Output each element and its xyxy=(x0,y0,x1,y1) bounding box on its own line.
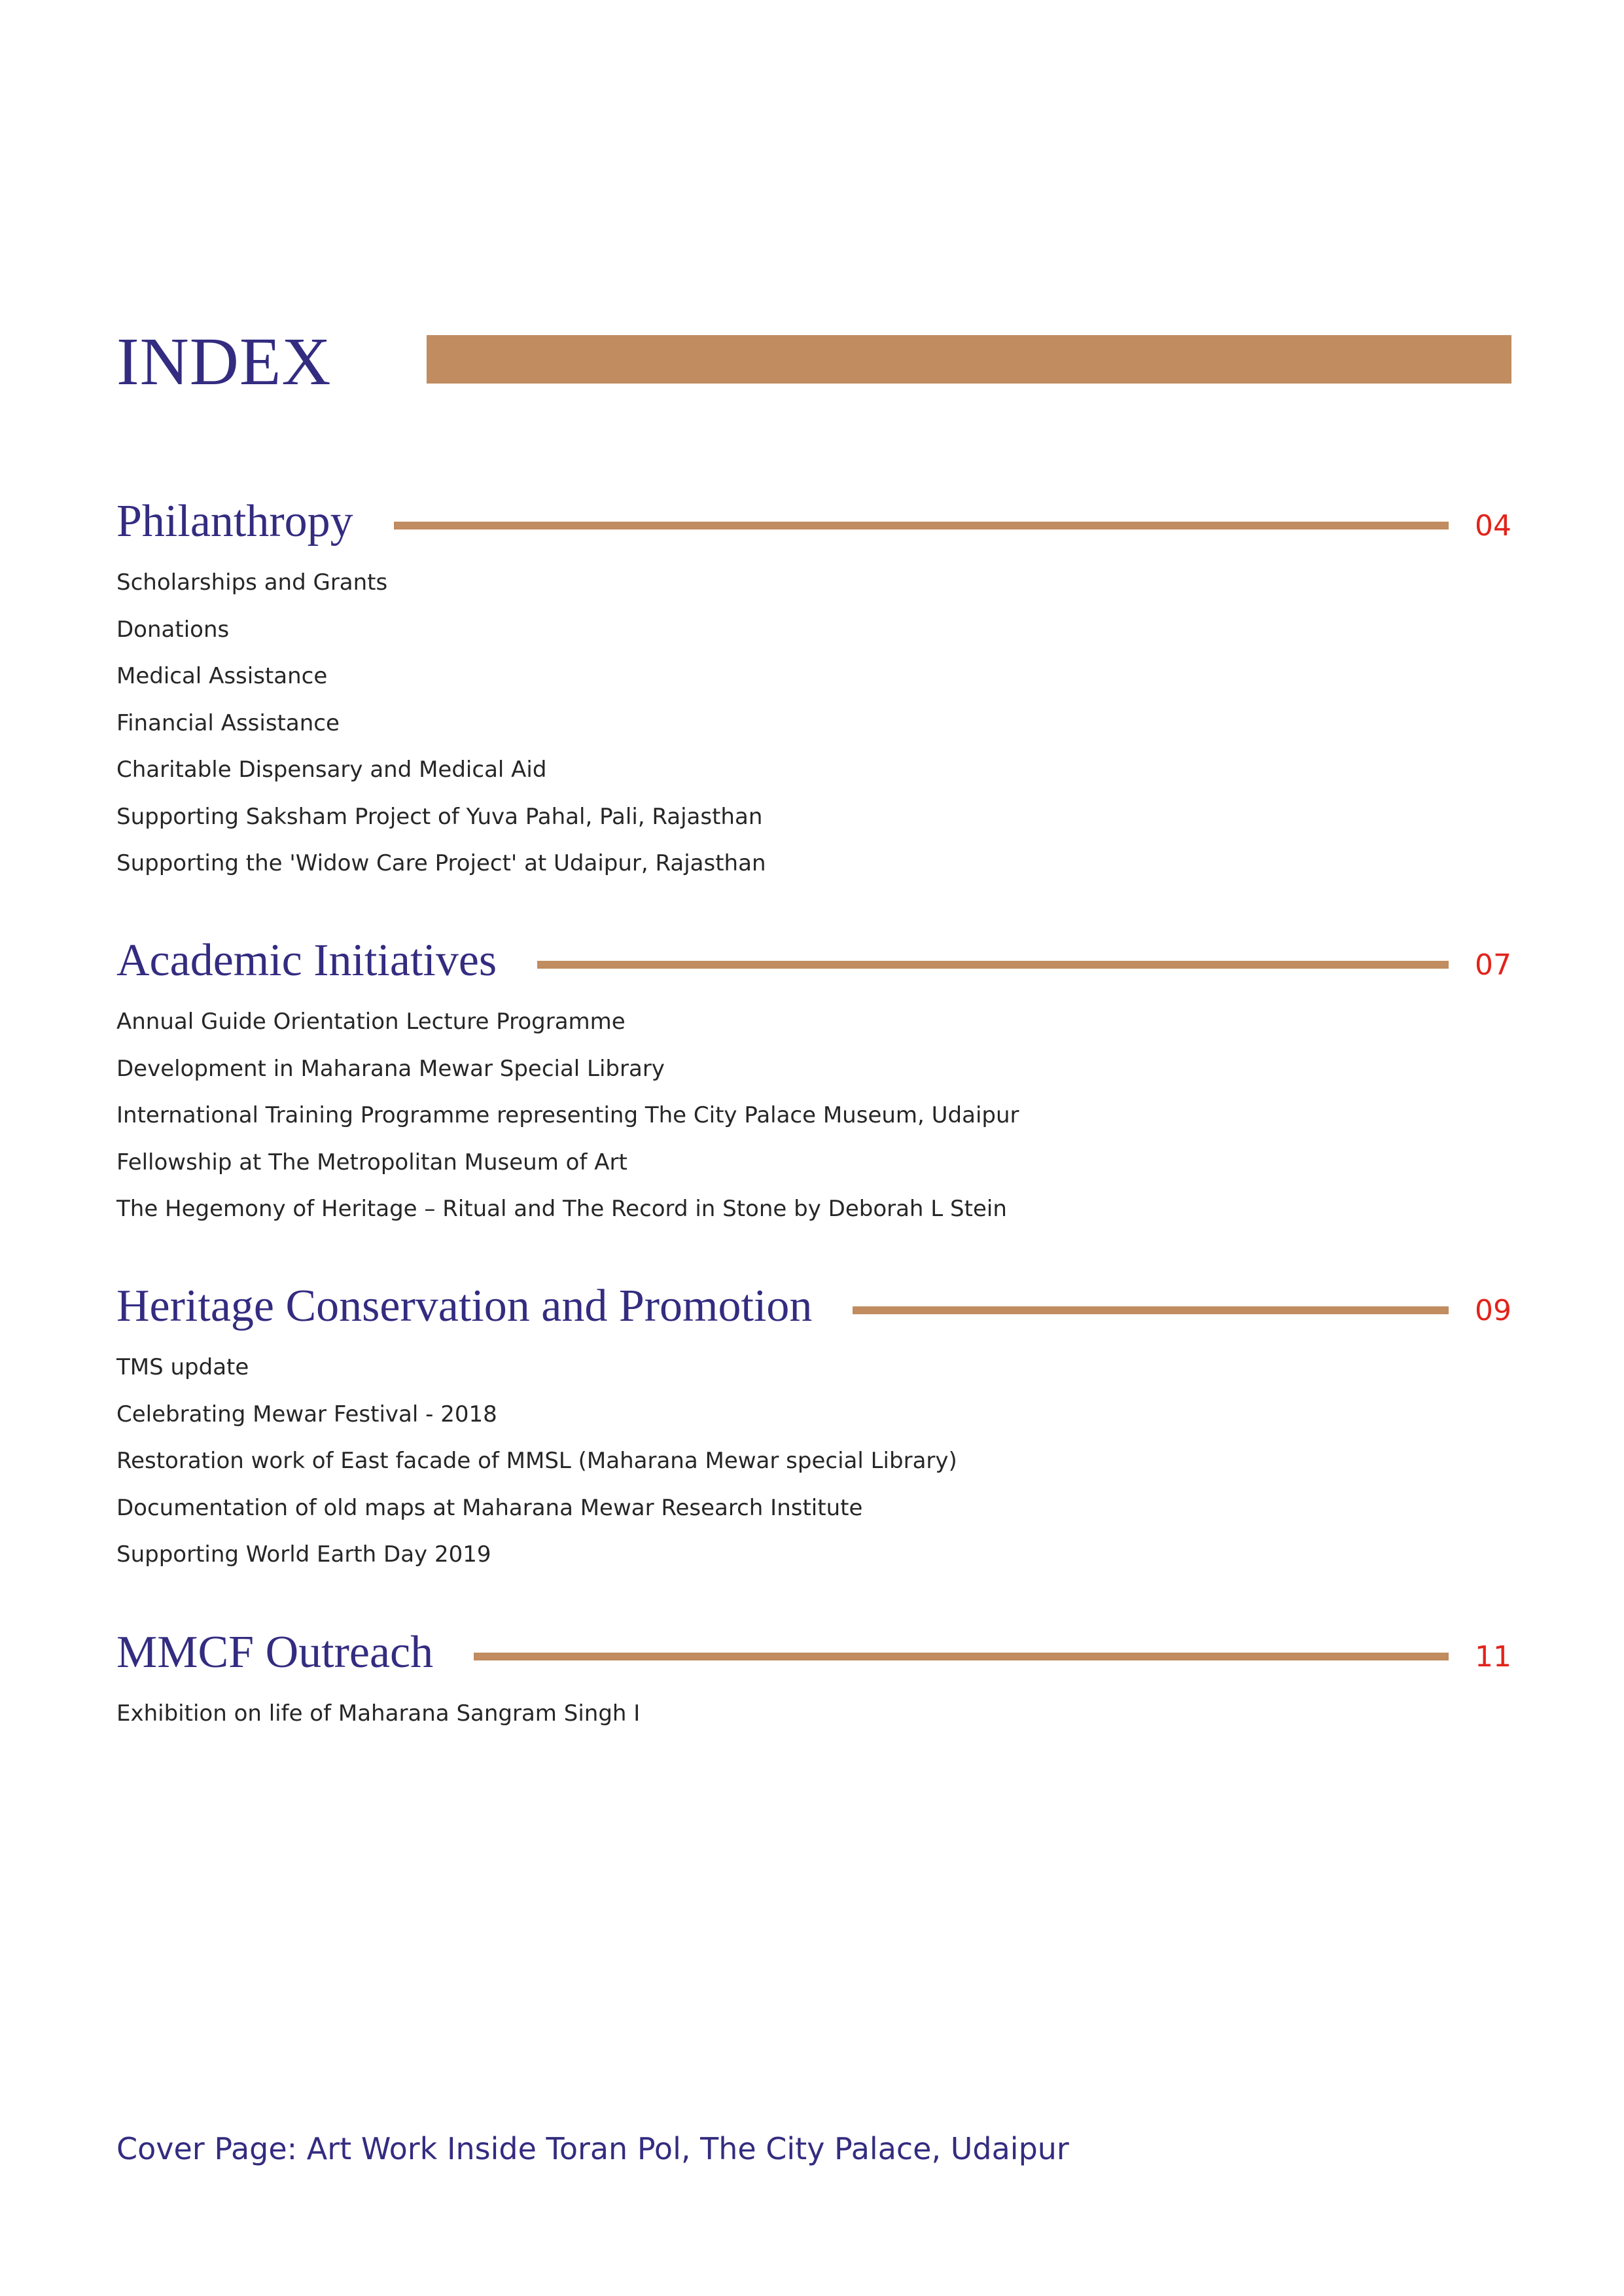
section-title: Academic Initiatives xyxy=(116,935,497,986)
section-divider xyxy=(537,961,1449,969)
list-item: Charitable Dispensary and Medical Aid xyxy=(116,757,547,783)
section-item-list xyxy=(116,560,1511,888)
list-item: Documentation of old maps at Maharana Mewar Research Institute xyxy=(116,1494,863,1521)
section-page-number: 04 xyxy=(1475,509,1511,543)
section-divider xyxy=(474,1653,1449,1660)
section-title: Heritage Conservation and Promotion xyxy=(116,1281,813,1331)
section-item-list xyxy=(116,1344,1511,1579)
section-page-number: 11 xyxy=(1475,1640,1511,1674)
list-item: Medical Assistance xyxy=(116,663,328,689)
list-item: Development in Maharana Mewar Special Library xyxy=(116,1055,665,1082)
section-divider xyxy=(853,1306,1449,1314)
index-section-heritage-conservation xyxy=(116,1274,1511,1579)
section-title: Philanthropy xyxy=(116,496,353,547)
list-item: TMS update xyxy=(116,1354,249,1380)
index-section-academic-initiatives xyxy=(116,928,1511,1233)
section-title: MMCF Outreach xyxy=(116,1627,434,1677)
section-header xyxy=(116,1274,1511,1339)
page-title: INDEX xyxy=(116,324,332,399)
list-item: Supporting Saksham Project of Yuva Pahal, Pali, Rajasthan xyxy=(116,803,763,830)
section-header xyxy=(116,489,1511,554)
section-page-number: 07 xyxy=(1475,948,1511,982)
section-page-number: 09 xyxy=(1475,1293,1511,1327)
list-item: Supporting the 'Widow Care Project' at Udaipur, Rajasthan xyxy=(116,850,766,876)
section-header xyxy=(116,928,1511,994)
list-item: Supporting World Earth Day 2019 xyxy=(116,1541,491,1568)
list-item: Restoration work of East facade of MMSL (Maharana Mewar special Library) xyxy=(116,1448,957,1474)
index-section-philanthropy xyxy=(116,489,1511,888)
list-item: Exhibition on life of Maharana Sangram Singh I xyxy=(116,1700,641,1727)
cover-caption: Cover Page: Art Work Inside Toran Pol, The City Palace, Udaipur xyxy=(116,2131,1069,2166)
list-item: International Training Programme representing The City Palace Museum, Udaipur xyxy=(116,1102,1019,1128)
list-item: Fellowship at The Metropolitan Museum of Art xyxy=(116,1149,627,1175)
list-item: Scholarships and Grants xyxy=(116,569,388,596)
list-item: The Hegemony of Heritage – Ritual and The Record in Stone by Deborah L Stein xyxy=(116,1196,1007,1222)
section-header xyxy=(116,1620,1511,1685)
index-section-mmcf-outreach xyxy=(116,1620,1511,1738)
section-item-list xyxy=(116,1691,1511,1738)
section-divider xyxy=(394,522,1449,529)
list-item: Annual Guide Orientation Lecture Programme xyxy=(116,1009,626,1035)
list-item: Financial Assistance xyxy=(116,709,340,736)
title-accent-bar xyxy=(427,335,1511,384)
list-item: Celebrating Mewar Festival - 2018 xyxy=(116,1401,497,1427)
section-item-list xyxy=(116,999,1511,1233)
list-item: Donations xyxy=(116,616,230,643)
